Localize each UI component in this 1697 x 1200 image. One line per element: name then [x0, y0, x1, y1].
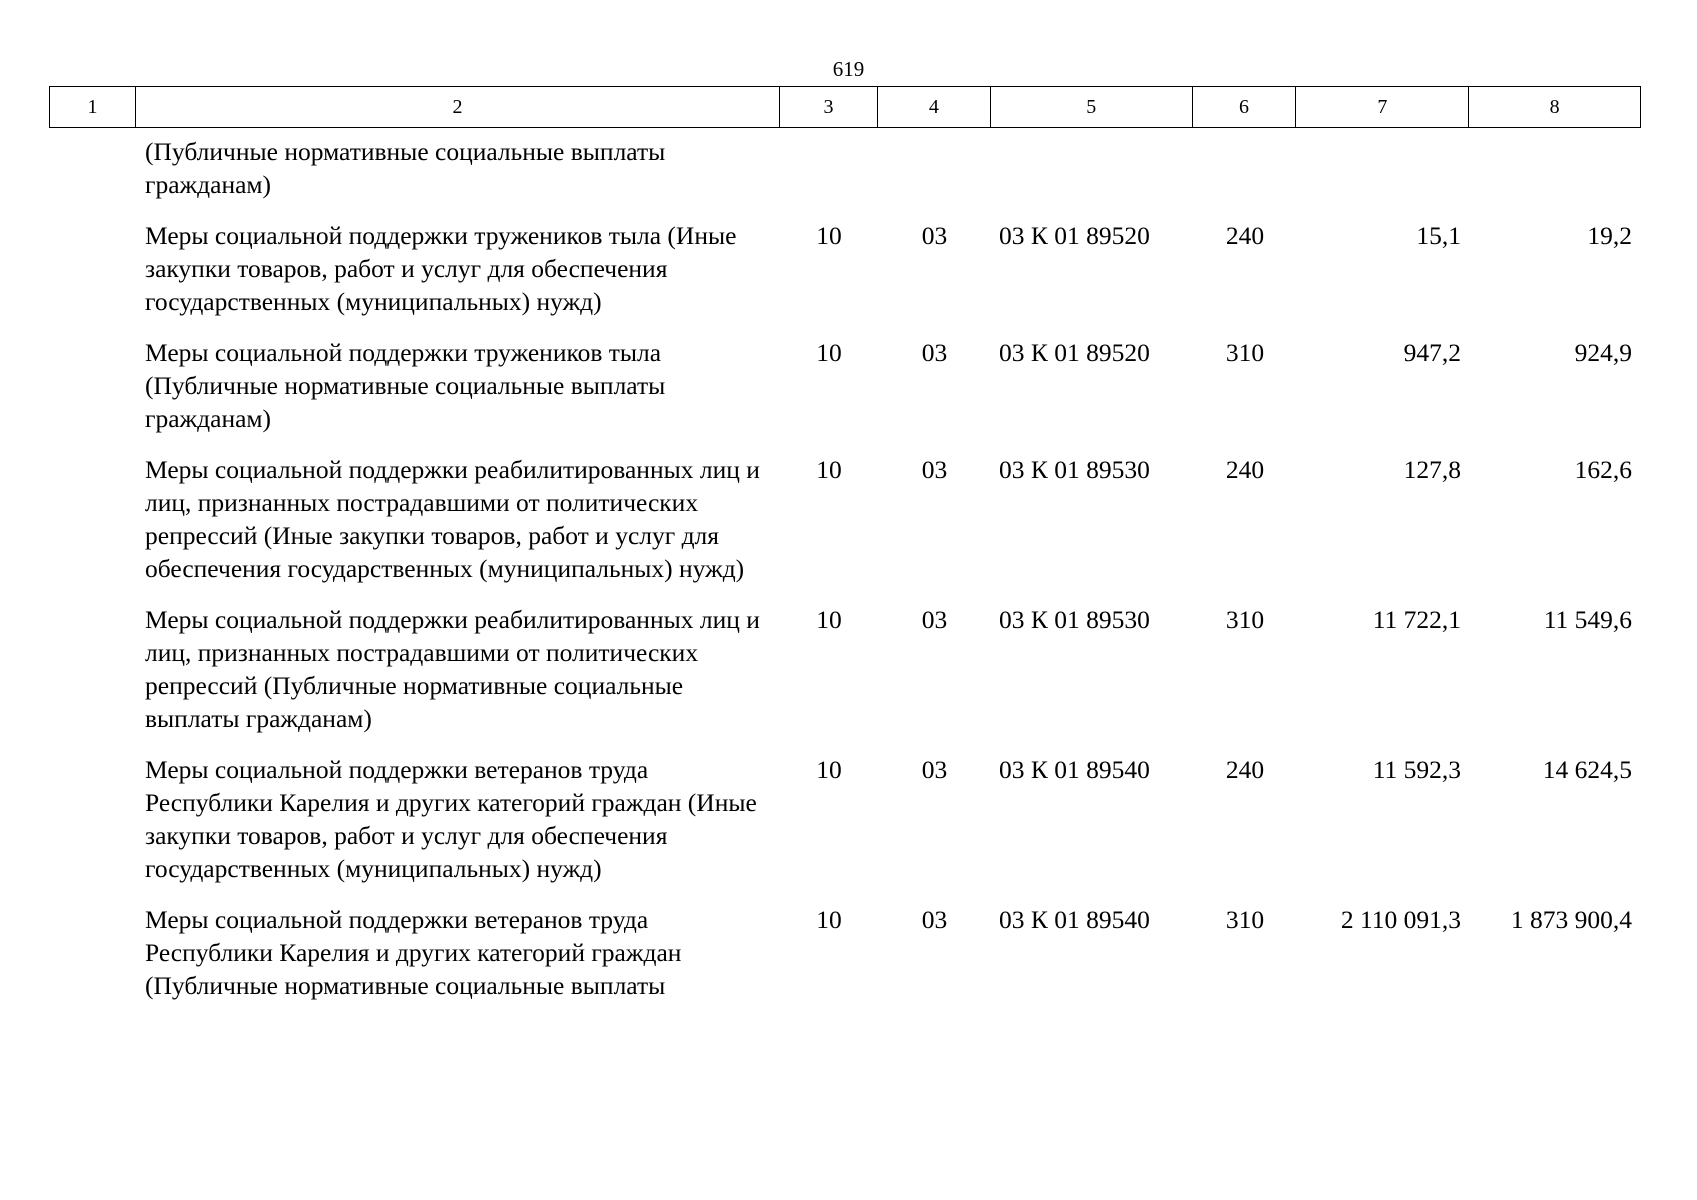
row-subsection: 03	[921, 455, 948, 484]
row-subsection: 03	[921, 605, 948, 634]
row-amount-col8: 11 549,6	[1543, 605, 1632, 634]
row-amount-col8: 1 873 900,4	[1510, 905, 1632, 934]
row-amount-col8: 162,6	[1574, 455, 1632, 484]
header-col-1: 1	[50, 87, 136, 127]
row-subsection: 03	[921, 338, 948, 367]
table-row	[49, 453, 1641, 585]
page-number: 619	[832, 57, 865, 81]
table-row	[49, 336, 1641, 435]
row-description: Меры социальной поддержки реабилитированных лиц и лиц, признанных пострадавшими от политических репрессий (Иные закупки товаров, работ и услуг для обеспечения государственных (муниципальных) нужд)	[145, 455, 760, 583]
row-amount-col7: 2 110 091,3	[1340, 905, 1461, 934]
table-header	[49, 86, 1641, 128]
row-spacer	[49, 336, 135, 435]
header-col-4: 4	[878, 87, 991, 127]
row-amount-col8: 19,2	[1587, 221, 1632, 250]
header-col-3: 3	[780, 87, 878, 127]
row-target-code: 03 К 01 89530	[999, 455, 1150, 484]
table-row	[49, 135, 1641, 201]
row-subsection: 03	[921, 905, 948, 934]
row-target-code: 03 К 01 89530	[999, 605, 1150, 634]
row-expense-type: 240	[1225, 455, 1265, 484]
header-col-6: 6	[1193, 87, 1297, 127]
row-target-code: 03 К 01 89540	[999, 755, 1150, 784]
row-section: 10	[816, 338, 842, 367]
table-row	[49, 219, 1641, 318]
row-description: Меры социальной поддержки тружеников тыла (Публичные нормативные социальные выплаты гражданам)	[145, 338, 666, 433]
row-section: 10	[816, 455, 842, 484]
row-subsection: 03	[921, 755, 948, 784]
row-expense-type: 310	[1225, 338, 1265, 367]
row-expense-type: 310	[1225, 905, 1265, 934]
row-amount-col8: 14 624,5	[1542, 755, 1632, 784]
row-target-code: 03 К 01 89520	[999, 338, 1150, 367]
table-row	[49, 903, 1641, 1002]
row-description: Меры социальной поддержки ветеранов труда Республики Карелия и других категорий граждан (Иные закупки товаров, работ и услуг для обеспечения государственных (муниципальных) нужд)	[145, 755, 757, 883]
row-spacer	[49, 453, 135, 585]
row-description: (Публичные нормативные социальные выплаты гражданам)	[145, 137, 666, 199]
row-target-code: 03 К 01 89520	[999, 221, 1150, 250]
row-spacer	[49, 753, 135, 885]
row-amount-col7	[1297, 135, 1470, 201]
row-description: Меры социальной поддержки реабилитированных лиц и лиц, признанных пострадавшими от политических репрессий (Публичные нормативные социальные выплаты гражданам)	[145, 605, 760, 733]
row-amount-col7: 947,2	[1403, 338, 1461, 367]
table-row	[49, 603, 1641, 735]
row-spacer	[49, 903, 135, 1002]
row-section: 10	[816, 605, 842, 634]
row-amount-col8	[1470, 135, 1641, 201]
table-row	[49, 753, 1641, 885]
row-spacer	[49, 219, 135, 318]
row-amount-col7: 11 722,1	[1372, 605, 1461, 634]
row-subsection: 03	[921, 221, 948, 250]
row-target-code: 03 К 01 89540	[999, 905, 1150, 934]
row-section: 10	[816, 221, 842, 250]
row-description: Меры социальной поддержки ветеранов труда Республики Карелия и других категорий граждан (Публичные нормативные социальные выплаты	[145, 905, 682, 1000]
row-section	[780, 135, 878, 201]
row-spacer	[49, 603, 135, 735]
row-expense-type: 240	[1225, 755, 1265, 784]
row-amount-col8: 924,9	[1574, 338, 1632, 367]
row-description: Меры социальной поддержки тружеников тыла (Иные закупки товаров, работ и услуг для обеспечения государственных (муниципальных) нужд)	[145, 221, 737, 316]
row-subsection	[878, 135, 991, 201]
header-col-2: 2	[136, 87, 780, 127]
row-amount-col7: 11 592,3	[1372, 755, 1461, 784]
header-col-7: 7	[1296, 87, 1469, 127]
row-section: 10	[816, 905, 842, 934]
row-spacer	[49, 135, 135, 201]
row-expense-type	[1193, 135, 1297, 201]
row-target-code	[991, 135, 1193, 201]
table-body	[49, 135, 1641, 1020]
row-amount-col7: 15,1	[1416, 221, 1461, 250]
header-col-5: 5	[991, 87, 1193, 127]
row-amount-col7: 127,8	[1403, 455, 1461, 484]
row-section: 10	[816, 755, 842, 784]
row-expense-type: 310	[1225, 605, 1265, 634]
row-expense-type: 240	[1225, 221, 1265, 250]
header-col-8: 8	[1549, 95, 1560, 118]
